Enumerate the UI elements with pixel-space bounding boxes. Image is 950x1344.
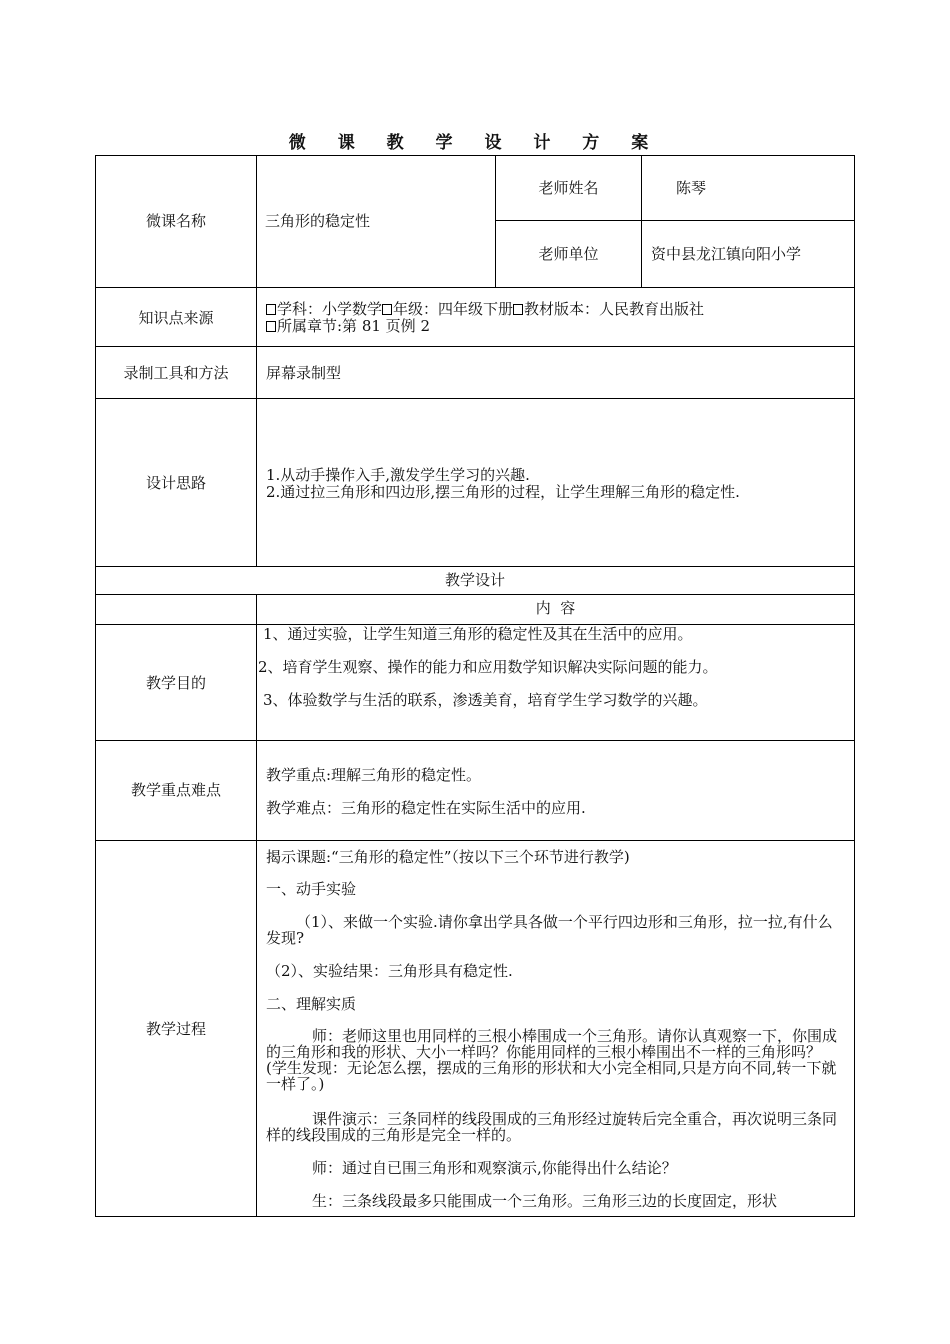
recording-tool-value: 屏幕录制型 (266, 364, 342, 382)
content-heading: 内 容 (535, 599, 576, 617)
design-idea-line2: 2.通过拉三角形和四边形,摆三角形的过程，让学生理解三角形的稳定性. (266, 483, 740, 501)
course-name-label: 微课名称 (145, 212, 206, 230)
checkbox-icon (266, 321, 276, 332)
teaching-process-label: 教学过程 (145, 1020, 206, 1038)
process-paragraph-7: 课件演示：三条同样的线段围成的三角形经过旋转后完全重合，再次说明三条同样的线段围成的三角形是完全一样的。 (266, 1110, 838, 1144)
key-difficulty-label: 教学重点难点 (130, 781, 221, 799)
checkbox-icon (513, 304, 523, 315)
checkbox-icon (382, 304, 392, 315)
teaching-goal-label: 教学目的 (145, 674, 206, 692)
knowledge-source-label: 知识点来源 (138, 309, 214, 327)
document-title: 微 课 教 学 设 计 方 案 (288, 133, 662, 153)
teaching-goal-3: 3、体验数学与生活的联系，渗透美育，培育学生学习数学的兴趣。 (263, 691, 708, 709)
key-point: 教学重点:理解三角形的稳定性。 (266, 766, 482, 784)
teaching-goal-2: 2、培育学生观察、操作的能力和应用数学知识解决实际问题的能力。 (258, 658, 718, 676)
process-paragraph-4: （2）、实验结果：三角形具有稳定性. (266, 962, 513, 980)
design-idea-label: 设计思路 (145, 474, 206, 492)
difficulty-point: 教学难点：三角形的稳定性在实际生活中的应用. (266, 799, 586, 817)
design-idea-line1: 1.从动手操作入手,激发学生学习的兴趣. (266, 466, 530, 484)
process-paragraph-1: 揭示课题:“三角形的稳定性”（按以下三个环节进行教学) (266, 848, 630, 866)
process-paragraph-8: 师：通过自已围三角形和观察演示,你能得出什么结论？ (312, 1159, 677, 1177)
recording-tool-label: 录制工具和方法 (123, 364, 229, 382)
teacher-unit-value: 资中县龙江镇向阳小学 (651, 245, 802, 263)
course-name-value: 三角形的稳定性 (265, 212, 371, 230)
checkbox-icon (266, 304, 276, 315)
process-paragraph-9: 生：三条线段最多只能围成一个三角形。三角形三边的长度固定，形状 (312, 1193, 778, 1209)
knowledge-source-line1: 学科：小学数学 年级：四年级下册 教材版本：人民教育出版社 (266, 301, 851, 318)
teacher-name-label: 老师姓名 (538, 179, 599, 197)
process-paragraph-6: 师：老师这里也用同样的三根小棒围成一个三角形。请你认真观察一下，你围成的三角形和我的形状、大小一样吗？你能用同样的三根小棒围出不一样的三角形吗？(学生发现：无论怎么摆，摆成的三角形的形状和大小完全相同,只是方向不同,转一下就一样了。) (266, 1027, 838, 1093)
teaching-design-heading: 教学设计 (444, 571, 505, 589)
teacher-name-value: 陈琴 (676, 179, 707, 197)
teacher-unit-label: 老师单位 (538, 245, 599, 263)
process-paragraph-2: 一、动手实验 (266, 880, 357, 898)
knowledge-source-line2: 所属章节:第 81 页例 2 (266, 318, 851, 335)
process-paragraph-3: （1）、来做一个实验.请你拿出学具各做一个平行四边形和三角形，拉一拉,有什么发现? (266, 913, 833, 947)
process-paragraph-5: 二、理解实质 (266, 995, 357, 1013)
teaching-goal-1: 1、通过实验，让学生知道三角形的稳定性及其在生活中的应用。 (263, 625, 693, 643)
